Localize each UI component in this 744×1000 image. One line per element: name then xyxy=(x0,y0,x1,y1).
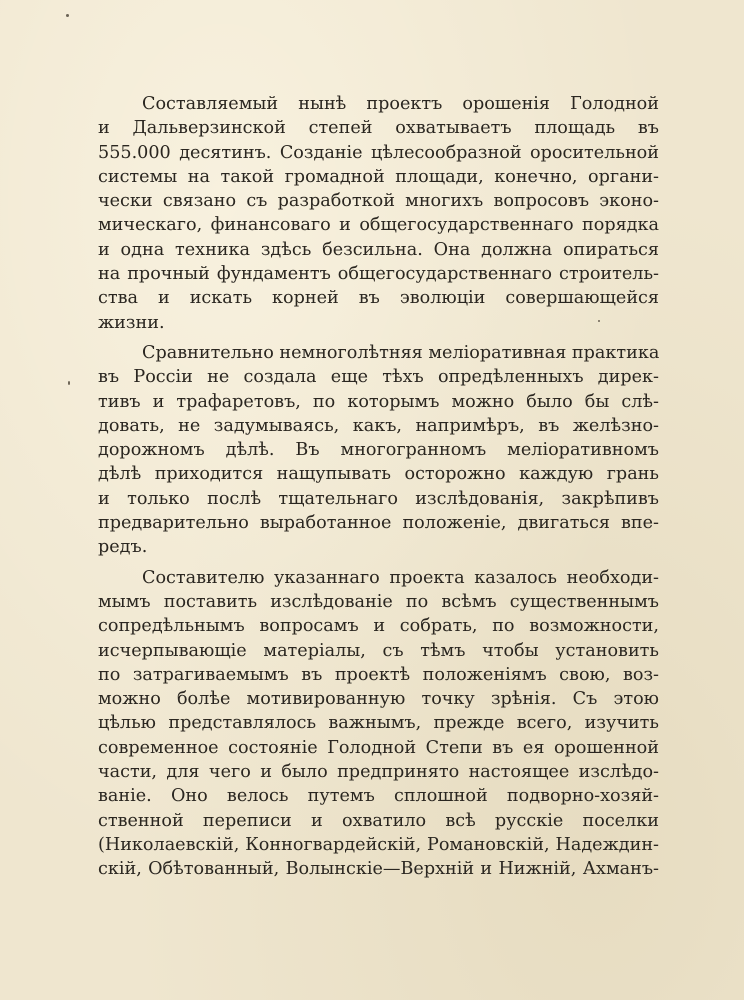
text-line: современное состояніе Голодной Степи въ ея орошенной xyxy=(98,737,659,758)
text-line: мическаго, финансоваго и общегосударственнаго порядка xyxy=(98,215,659,236)
text-line: на прочный фундаментъ общегосударственнаго строитель- xyxy=(98,264,659,285)
text-line: можно болѣе мотивированную точку зрѣнія. Съ этою xyxy=(98,689,659,710)
text-line: и Дальверзинской степей охватываетъ площадь въ xyxy=(98,118,659,139)
text-line: дорожномъ дѣлѣ. Въ многогранномъ меліоративномъ xyxy=(98,440,659,461)
text-line: и одна техника здѣсь безсильна. Она должна опираться xyxy=(98,239,659,260)
paragraph-3 xyxy=(98,566,659,882)
text-line: 555.000 десятинъ. Созданіе цѣлесообразной оросительной xyxy=(98,142,659,163)
ink-speck xyxy=(68,381,70,385)
text-line: ственной переписи и охватило всѣ русскіе поселки xyxy=(98,810,659,831)
text-line: скій, Обѣтованный, Волынскіе—Верхній и Нижній, Ахманъ- xyxy=(98,859,659,880)
paragraph-2 xyxy=(98,341,659,560)
text-line: дѣлѣ приходится нащупывать осторожно каждую грань xyxy=(98,464,659,485)
text-line: по затрагиваемымъ въ проектѣ положеніямъ свою, воз- xyxy=(98,664,659,685)
paragraph-1 xyxy=(98,92,659,335)
text-line: Сравнительно немноголѣтняя меліоративная практика xyxy=(142,342,660,363)
ink-speck xyxy=(66,14,69,17)
text-line: Составляемый нынѣ проектъ орошенія Голодной xyxy=(142,94,659,114)
text-line: тивъ и трафаретовъ, по которымъ можно было бы слѣ- xyxy=(98,391,659,412)
text-line: жизни. xyxy=(98,312,165,333)
body-text xyxy=(98,92,659,888)
text-line: чески связано съ разработкой многихъ вопросовъ эконо- xyxy=(98,191,659,212)
text-line: сопредѣльнымъ вопросамъ и собрать, по возможности, xyxy=(98,616,659,637)
text-line: и только послѣ тщательнаго изслѣдованія, закрѣпивъ xyxy=(98,488,659,509)
text-line: ства и искать корней въ эволюціи совершающейся xyxy=(98,288,659,309)
text-line: довать, не задумываясь, какъ, напримѣръ, въ желѣзно- xyxy=(98,415,659,436)
text-line: исчерпывающіе матеріалы, съ тѣмъ чтобы установить xyxy=(98,640,659,661)
text-line: системы на такой громадной площади, конечно, органи- xyxy=(98,166,659,187)
text-line: предварительно выработанное положеніе, двигаться впе- xyxy=(98,513,659,534)
text-line: мымъ поставить изслѣдованіе по всѣмъ существеннымъ xyxy=(98,591,659,612)
text-line: въ Россіи не создала еще тѣхъ опредѣленныхъ дирек- xyxy=(98,367,659,388)
text-line: редъ. xyxy=(98,537,148,558)
text-line: цѣлью представлялось важнымъ, прежде всего, изучить xyxy=(98,713,659,734)
text-line: части, для чего и было предпринято настоящее изслѣдо- xyxy=(98,762,659,783)
text-line: Составителю указаннаго проекта казалось необходи- xyxy=(142,567,659,588)
text-line: (Николаевскій, Конногвардейскій, Романовскій, Надеждин- xyxy=(98,834,659,855)
text-line: ваніе. Оно велось путемъ сплошной подворно-хозяй- xyxy=(98,786,659,807)
